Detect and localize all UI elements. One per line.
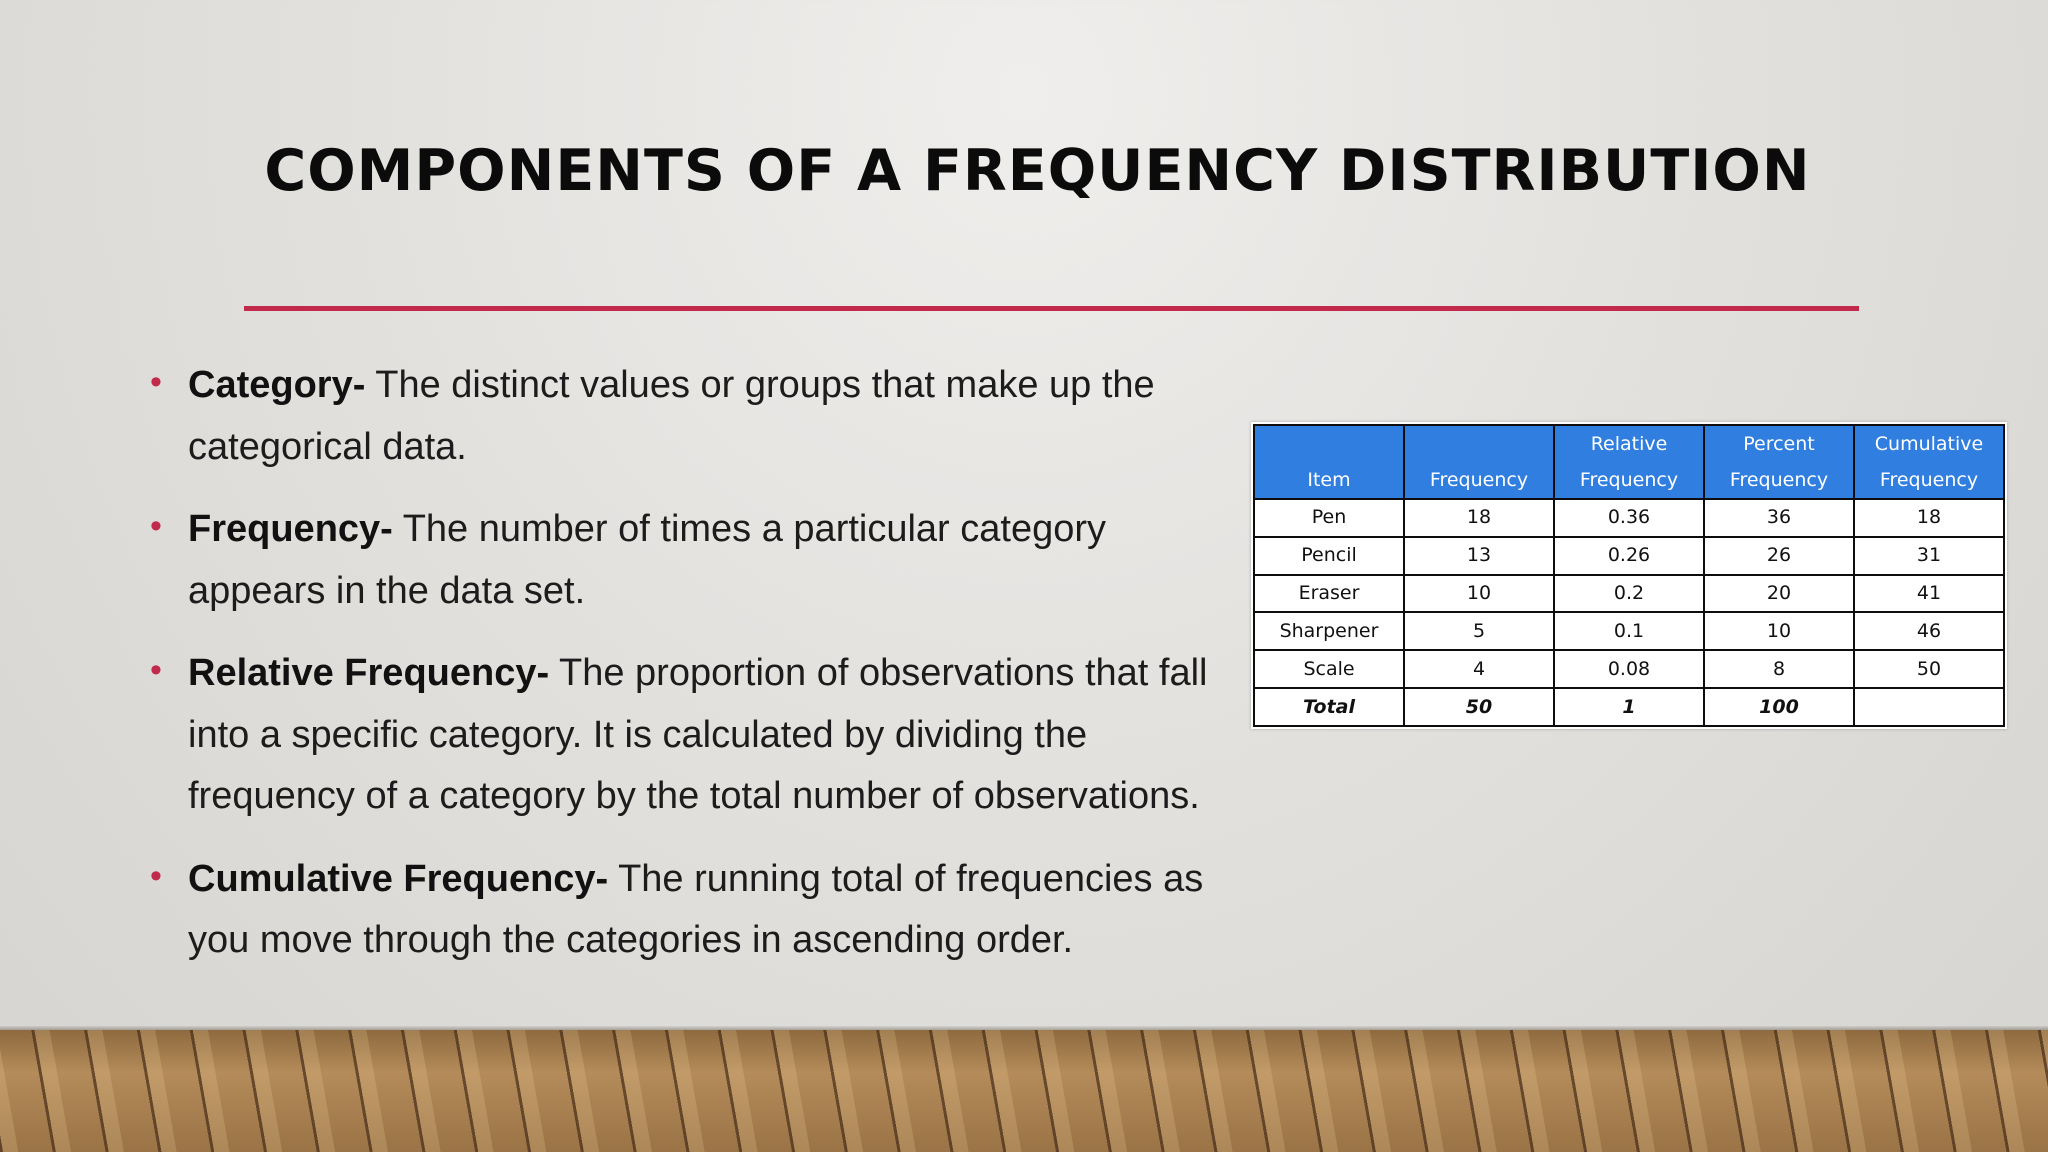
cell-percent-frequency: 8: [1704, 650, 1854, 688]
cell-relative-frequency: 0.1: [1554, 612, 1704, 650]
bullet-term: Cumulative Frequency-: [188, 857, 609, 900]
table-header-row: [1254, 425, 2004, 499]
cell-item: Eraser: [1254, 575, 1404, 613]
cell-frequency: 10: [1404, 575, 1554, 613]
bullet-frequency: [150, 499, 1230, 622]
table-row: [1254, 537, 2004, 575]
bullet-term: Category-: [188, 364, 366, 406]
header-frequency: Frequency: [1404, 425, 1554, 499]
cell-item: Sharpener: [1254, 612, 1404, 650]
frequency-table-image: [1251, 422, 2007, 729]
cell-cumulative-frequency: [1854, 688, 2004, 726]
cell-frequency: 5: [1404, 612, 1554, 650]
cell-percent-frequency: 10: [1704, 612, 1854, 650]
cell-item: Pen: [1254, 499, 1404, 537]
bullet-text: The distinct values or groups that make up the categorical data.: [188, 364, 1155, 468]
frequency-table: [1253, 424, 2005, 727]
table-row: [1254, 499, 2004, 537]
cell-cumulative-frequency: 31: [1854, 537, 2004, 575]
cell-item: Scale: [1254, 650, 1404, 688]
cell-percent-frequency: 100: [1704, 688, 1854, 726]
title-divider: [244, 306, 1859, 311]
slide-title: COMPONENTS OF A FREQUENCY DISTRIBUTION: [264, 138, 1811, 204]
bullet-relative-frequency: [150, 643, 1230, 828]
table-row: [1254, 575, 2004, 613]
cell-relative-frequency: 0.2: [1554, 575, 1704, 613]
cell-cumulative-frequency: 46: [1854, 612, 2004, 650]
table-row: [1254, 612, 2004, 650]
cell-frequency: 50: [1404, 688, 1554, 726]
header-relative-frequency: Relative Frequency: [1554, 425, 1704, 499]
cell-percent-frequency: 20: [1704, 575, 1854, 613]
bullet-text: The number of times a particular category appears in the data set.: [188, 508, 1107, 612]
cell-relative-frequency: 0.26: [1554, 537, 1704, 575]
wood-floor-decoration: [0, 1030, 2048, 1152]
bullet-text: The running total of frequencies as you move through the categories in ascending order.: [188, 857, 1204, 961]
cell-item: Pencil: [1254, 537, 1404, 575]
cell-cumulative-frequency: 50: [1854, 650, 2004, 688]
cell-relative-frequency: 1: [1554, 688, 1704, 726]
cell-cumulative-frequency: 18: [1854, 499, 2004, 537]
cell-item: Total: [1254, 688, 1404, 726]
header-item: Item: [1254, 425, 1404, 499]
cell-frequency: 13: [1404, 537, 1554, 575]
bullet-category: [150, 355, 1230, 478]
cell-relative-frequency: 0.36: [1554, 499, 1704, 537]
table-row: [1254, 650, 2004, 688]
cell-relative-frequency: 0.08: [1554, 650, 1704, 688]
cell-cumulative-frequency: 41: [1854, 575, 2004, 613]
bullet-term: Relative Frequency-: [188, 652, 550, 694]
table-total-row: [1254, 688, 2004, 726]
header-percent-frequency: Percent Frequency: [1704, 425, 1854, 499]
bullet-cumulative-frequency: [150, 849, 1230, 972]
bullet-term: Frequency-: [188, 508, 393, 550]
cell-frequency: 18: [1404, 499, 1554, 537]
cell-percent-frequency: 36: [1704, 499, 1854, 537]
bullet-text: The proportion of observations that fall into a specific category. It is calculated by dividing the frequency of a category by the total number of observations.: [188, 652, 1208, 817]
header-cumulative-frequency: Cumulative Frequency: [1854, 425, 2004, 499]
cell-percent-frequency: 26: [1704, 537, 1854, 575]
bullet-list: [150, 355, 1230, 993]
cell-frequency: 4: [1404, 650, 1554, 688]
